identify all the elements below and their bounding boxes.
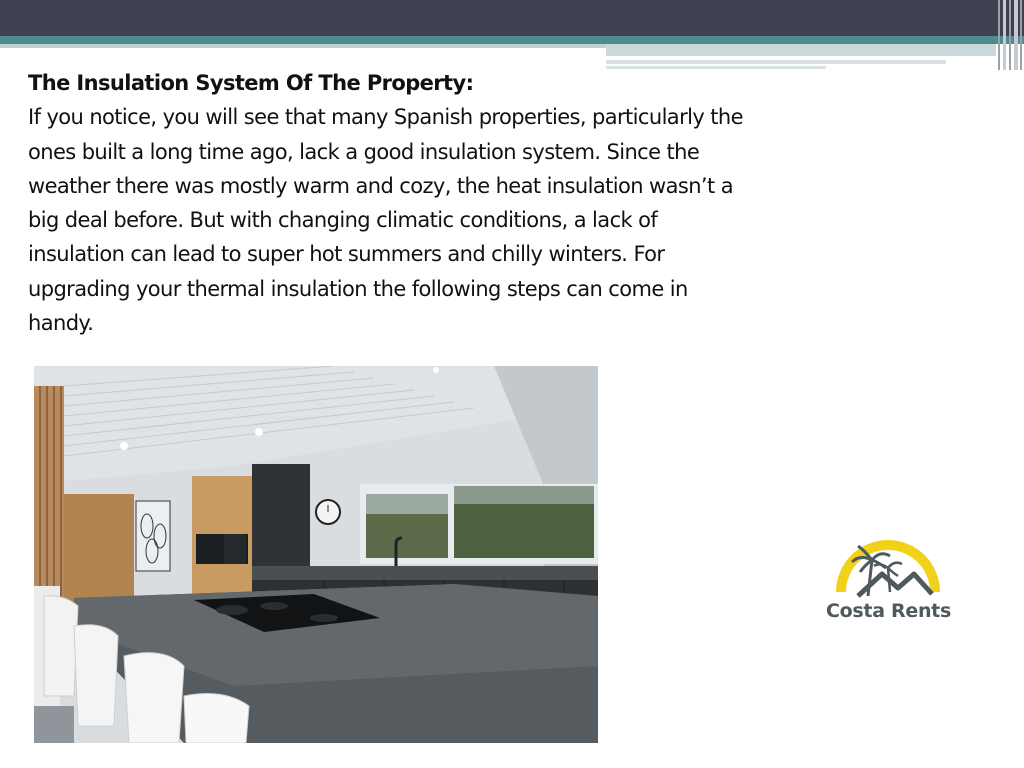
header-bar (0, 0, 1024, 36)
logo-text: Costa Rents (826, 600, 951, 622)
header-white-line (824, 56, 946, 59)
kitchen-photo (34, 366, 598, 743)
header-light-stripe (0, 44, 606, 48)
header-light-stripe-right (606, 44, 996, 56)
slide-heading: The Insulation System Of The Property: (28, 71, 474, 95)
slide-text (28, 66, 758, 340)
palm-house-sun-icon (818, 532, 958, 602)
slide-body: If you notice, you will see that many Spanish properties, particularly the ones built a long time ago, lack a good insulation system. Since the weather there was mostly warm and cozy, the heat insulation wasn’t a big deal before. But with changing climatic conditions, a lack of insulation can lead to super hot summers and chilly winters. For upgrading your thermal insulation the following steps can come in handy. (28, 105, 743, 336)
header-thin-stripe (606, 60, 946, 64)
header-accent-stripe (0, 36, 1024, 44)
header-vertical-lines (994, 0, 1024, 70)
